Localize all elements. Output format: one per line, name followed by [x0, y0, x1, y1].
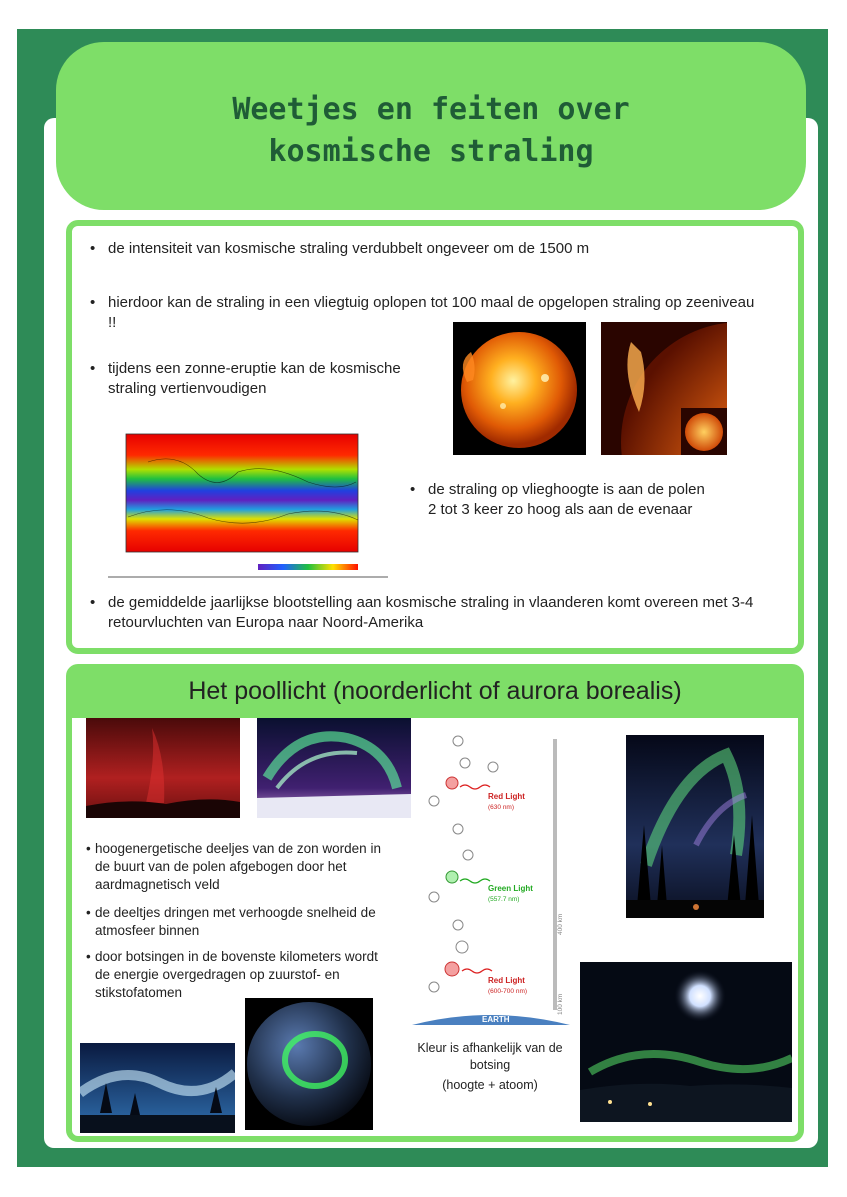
aurora-spruce-photo — [626, 735, 764, 918]
bullet: • — [86, 949, 91, 964]
moon-aurora-photo — [580, 962, 792, 1122]
bullet: • — [86, 905, 91, 920]
aurora-fact-item — [86, 948, 396, 1002]
fact-item — [410, 480, 710, 520]
aurora-section-title: Het poollicht (noorderlicht of aurora borealis) — [188, 677, 682, 705]
fact-item — [90, 593, 770, 633]
red-light-label-1: Red Light — [488, 792, 525, 801]
green-aurora-snow-photo — [257, 718, 411, 818]
fact-text: tijdens een zonne-eruptie kan de kosmische straling vertienvoudigen — [108, 360, 401, 397]
bullet: • — [90, 294, 96, 311]
altitude-100-label: 100 km — [557, 993, 564, 1015]
red-aurora-photo — [86, 718, 240, 818]
fact-item — [90, 359, 450, 399]
bullet: • — [86, 841, 91, 856]
aurora-forest-photo — [80, 1043, 235, 1133]
green-light-label: Green Light — [488, 884, 533, 893]
green-light-wavelength: (557.7 nm) — [488, 896, 520, 903]
earth-label: EARTH — [482, 1015, 510, 1024]
fact-text: de intensiteit van kosmische straling verdubbelt ongeveer om de 1500 m — [108, 240, 590, 257]
solar-prominence-photo — [601, 322, 727, 455]
fact-text: de straling op vlieghoogte is aan de polen 2 tot 3 keer zo hoog als aan de evenaar — [428, 481, 705, 518]
auroral-oval-photo — [245, 998, 373, 1130]
altitude-400-label: 400 km — [557, 913, 564, 935]
emission-diagram — [410, 725, 578, 1030]
aurora-section-header — [72, 670, 798, 718]
red-light-label-2: Red Light — [488, 976, 525, 985]
radiation-world-map — [108, 422, 388, 580]
fact-text: hierdoor kan de straling in een vliegtuig oplopen tot 100 maal de opgelopen straling op zeeniveau !! — [108, 294, 755, 331]
red-light-wavelength-2: (600-700 nm) — [488, 988, 528, 995]
red-light-wavelength-1: (630 nm) — [488, 804, 515, 811]
diagram-caption-sub: (hoogte + atoom) — [442, 1078, 538, 1092]
bullet: • — [90, 360, 96, 377]
page-title-line-2: kosmische straling — [268, 134, 594, 169]
fact-item — [90, 239, 770, 259]
bullet: • — [410, 481, 416, 498]
aurora-fact-item — [86, 840, 396, 894]
aurora-fact-item — [86, 904, 396, 940]
aurora-fact-text: de deeltjes dringen met verhoogde snelheid de atmosfeer binnen — [95, 905, 376, 938]
fact-text: de gemiddelde jaarlijkse blootstelling aan kosmische straling in vlaanderen komt overeen met 3-4 retourvluchten van Europa naar Noord-Amerika — [108, 594, 754, 631]
bullet: • — [90, 594, 96, 611]
diagram-caption: Kleur is afhankelijk van de botsing — [417, 1041, 563, 1072]
page-title-line-1: Weetjes en feiten over — [232, 92, 630, 127]
bullet: • — [90, 240, 96, 257]
sun-photo — [453, 322, 586, 455]
title-banner — [56, 42, 806, 210]
aurora-fact-text: door botsingen in de bovenste kilometers wordt de energie overgedragen op zuurstof- en stikstofatomen — [95, 949, 378, 1000]
aurora-fact-text: hoogenergetische deeljes van de zon worden in de buurt van de polen afgebogen door het aardmagnetisch veld — [95, 841, 381, 892]
